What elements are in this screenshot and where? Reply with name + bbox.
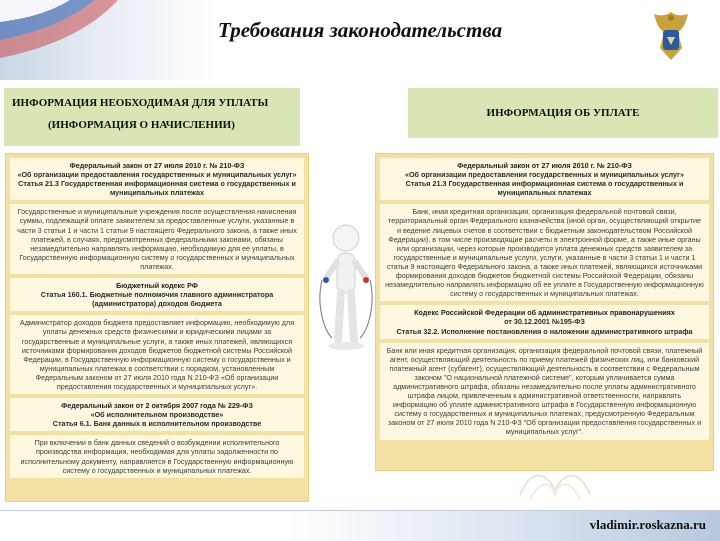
law-heading-210fz — [10, 158, 304, 200]
law-text-210fz: Государственные и муниципальные учреждения после осуществления начисления суммы, подлежащей оплате заявителем за предоставленные услуги, указанные в части 3 статьи 1 и части 1 статьи 9 настоящего Федерального закона, а также иных платежей, в случаях, предусмотренных федеральными законами, обязаны незамедлительно направлять информацию, необходимую для ее уплаты, в Государственную информационную систему о государственных и муниципальных платежах. — [10, 204, 304, 274]
law-title: Федеральный закон от 27 июля 2010 г. № 210-ФЗ — [457, 161, 632, 170]
section-title-accrual — [4, 88, 300, 146]
footer-band — [0, 510, 720, 541]
law-title: Кодекс Российской Федерации об административных правонарушениях — [414, 308, 675, 318]
decorative-ornament-icon — [510, 465, 600, 505]
law-subtitle: «Об исполнительном производстве» — [90, 410, 224, 420]
law-heading-229fz — [10, 398, 304, 431]
section-title-accrual-line2: (ИНФОРМАЦИЯ О НАЧИСЛЕНИИ) — [48, 119, 235, 131]
payment-law-panel — [375, 153, 714, 471]
section-title-payment: ИНФОРМАЦИЯ ОБ УПЛАТЕ — [408, 88, 718, 138]
law-text-koap: Банк или иная кредитная организация, организация федеральной почтовой связи, платежный агент, осуществляющий деятельность по приему платежей физических лиц, или банковский платежный агент (субагент), осуществляющий деятельность в соответствии с Федеральным законом "О национальной платежной системе", которым уплачивается сумма административного штрафа, обязаны незамедлительно после уплаты административного штрафа лицом, привлеченным к административной ответственности, направлять информацию об уплате административного штрафа в Государственную информационную систему о государственных и муниципальных платежах, предусмотренную Федеральным законом от 27 июля 2010 года N 210-ФЗ "Об организации предоставления государственных и муниципальных услуг". — [380, 343, 709, 440]
header-band — [0, 0, 720, 80]
section-title-accrual-line1: ИНФОРМАЦИЯ НЕОБХОДИМАЯ ДЛЯ УПЛАТЫ — [12, 97, 269, 109]
site-link[interactable]: vladimir.roskazna.ru — [589, 517, 706, 532]
law-heading-budget-code — [10, 278, 304, 311]
law-title: Федеральный закон от 2 октября 2007 года № 229-ФЗ — [61, 401, 253, 411]
law-article: Статья 6.1. Банк данных в исполнительном производстве — [52, 419, 262, 429]
law-article: Статья 160.1. Бюджетные полномочия главного администратора (администратора) доходов бюджета — [40, 290, 274, 309]
law-text-229fz: При включении в банк данных сведений о возбуждении исполнительного производства информация, необходимая для уплаты задолженности по исполнительному документу, направляется в Государственную информационную систему о государственных и муниципальных платежах. — [10, 435, 304, 477]
law-heading-koap — [380, 305, 709, 338]
law-title: Федеральный закон от 27 июля 2010 г. № 210-ФЗ — [69, 161, 245, 170]
law-subtitle: от 30.12.2001 №195-ФЗ — [504, 317, 585, 327]
law-title: Бюджетный кодекс РФ — [116, 281, 198, 291]
person-figure-icon — [318, 220, 374, 370]
law-article: Статья 21.3 Государственная информационная система о государственных и муниципальных платежах — [18, 179, 296, 198]
law-subtitle: «Об организации предоставления государственных и муниципальных услуг» — [404, 170, 685, 180]
law-text-210fz: Банк, иная кредитная организация, организация федеральной почтовой связи, территориальный орган Федерального казначейства (иной орган, осуществляющий открытие и ведение лицевых счетов в соответствии с бюджетным законодательством Российской Федерации), в том числе производящие расчеты в электронной форме, а также иные органы или организации, через которые производится уплата денежных средств заявителем за государственные и муниципальные услуги, услуги, указанные в части 3 статьи 1 и части 1 статьи 9 настоящего Федерального закона, а также иных платежей, являющихся источниками формирования доходов бюджетов бюджетной системы Российской Федерации, обязаны незамедлительно направлять информацию об ее уплате в Государственную информационную систему о государственных и муниципальных платежах. — [380, 204, 709, 301]
accrual-law-panel — [5, 153, 309, 502]
law-heading-210fz — [380, 158, 709, 200]
page-title: Требования законодательства — [217, 18, 503, 42]
russian-flag-icon — [0, 0, 120, 78]
treasury-emblem-icon — [646, 8, 696, 66]
law-text-budget-code: Администратор доходов бюджета предоставляет информацию, необходимую для уплаты денежных средств физическими и юридическими лицами за государственные и муниципальные услуги, а также иных платежей, являющихся источниками формирования доходов бюджетов бюджетной системы Российской Федерации, в Государственную информационную систему о государственных и муниципальных платежах в соответствии с порядком, установленным Федеральным законом от 27 июля 2010 года N 210-ФЗ «Об организации предоставления государственных и муниципальных услуг». — [10, 315, 304, 394]
law-subtitle: «Об организации предоставления государственных и муниципальных услуг» — [17, 170, 297, 180]
law-article: Статья 21.3 Государственная информационная система о государственных и муниципальных платежах — [405, 179, 684, 198]
law-article: Статья 32.2. Исполнение постановления о наложении административного штрафа — [396, 326, 693, 336]
